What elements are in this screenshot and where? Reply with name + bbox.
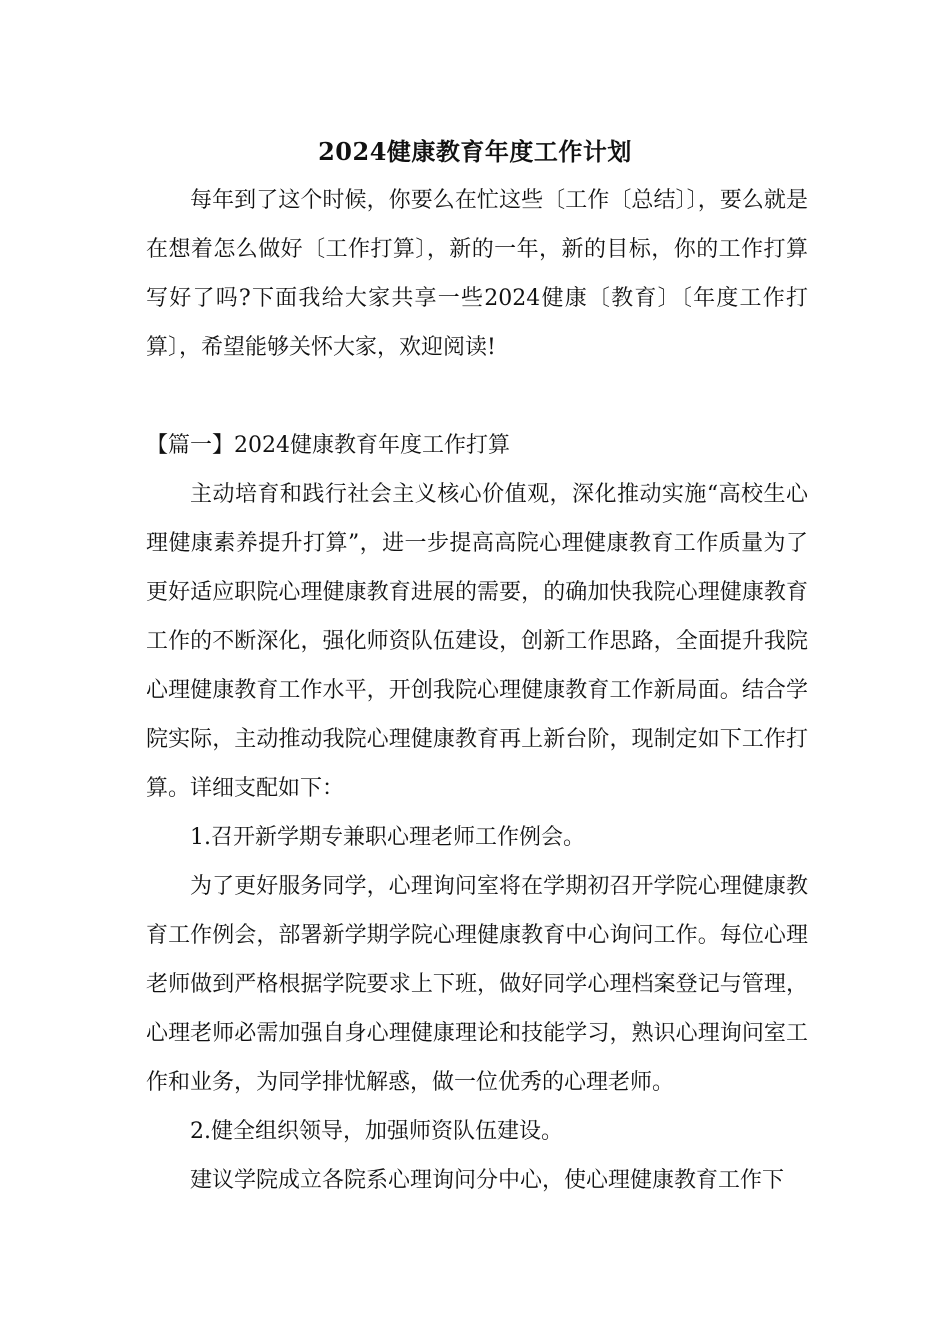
document-body [146,176,808,1205]
body-paragraph: 主动培育和践行社会主义核心价值观，深化推动实施“高校生心理健康素养提升打算”，进一步提高高院心理健康教育工作质量为了更好适应职院心理健康教育进展的需要，的确加快我院心理健康教育工作的不断深化，强化师资队伍建设，创新工作思路，全面提升我院心理健康教育工作水平，开创我院心理健康教育工作新局面。结合学院实际，主动推动我院心理健康教育再上新台阶，现制定如下工作打算。详细支配如下： [146,482,808,801]
section-heading: 【篇一】2024健康教育年度工作打算 [146,433,510,458]
paragraph-gap [146,372,808,421]
document-title: 2024健康教育年度工作计划 [318,137,632,166]
body-paragraph: 为了更好服务同学，心理询问室将在学期初召开学院心理健康教育工作例会，部署新学期学院心理健康教育中心询问工作。每位心理老师做到严格根据学院要求上下班，做好同学心理档案登记与管理，心理老师必需加强自身心理健康理论和技能学习，熟识心理询问室工作和业务，为同学排忧解惑，做一位优秀的心理老师。 [146,874,808,1095]
intro-paragraph: 每年到了这个时候，你要么在忙这些〔工作〔总结〕〕，要么就是在想着怎么做好〔工作打算〕，新的一年，新的目标，你的工作打算写好了吗?下面我给大家共享一些2024健康〔教育〕〔年度工作打算〕，希望能够关怀大家，欢迎阅读! [146,188,808,360]
numbered-item-1: 1.召开新学期专兼职心理老师工作例会。 [190,825,585,850]
body-paragraph: 建议学院成立各院系心理询问分中心，使心理健康教育工作下 [190,1168,785,1193]
numbered-item-2: 2.健全组织领导，加强师资队伍建设。 [190,1119,563,1144]
